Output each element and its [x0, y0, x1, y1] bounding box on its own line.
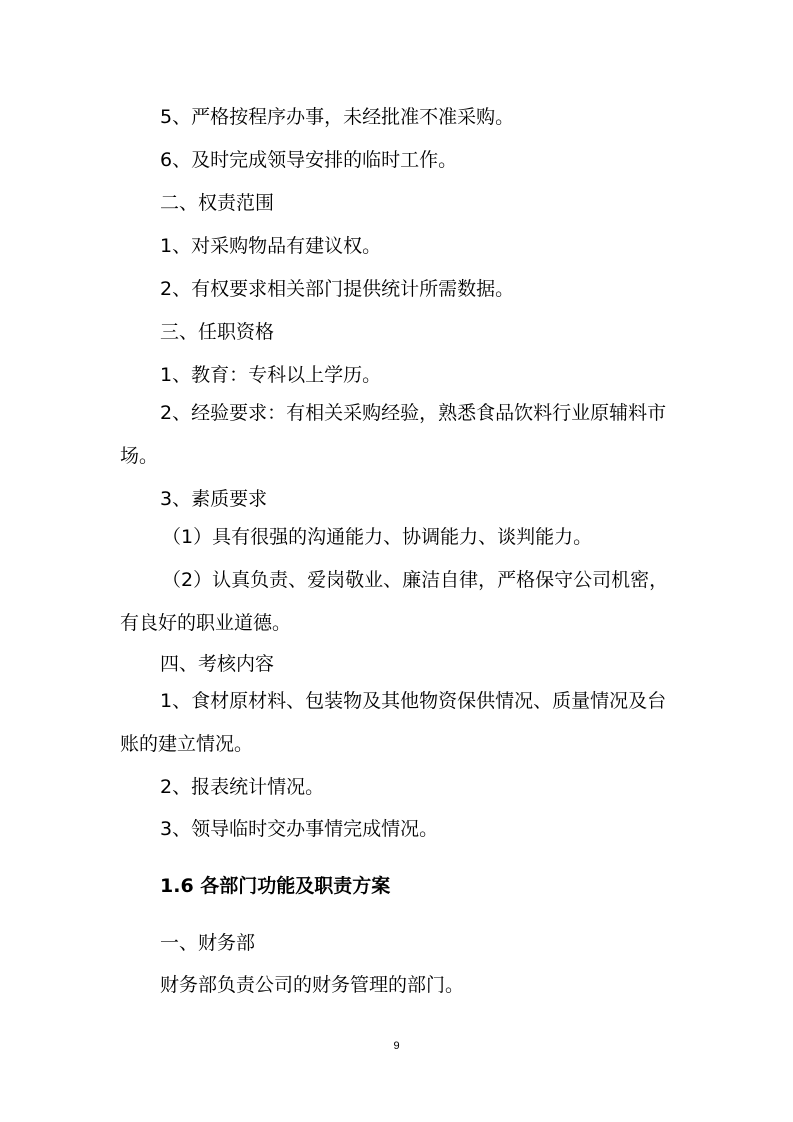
- paragraph: 2、有权要求相关部门提供统计所需数据。: [160, 278, 515, 300]
- paragraph: 3、素质要求: [160, 488, 268, 510]
- section-title: 四、考核内容: [160, 653, 275, 675]
- paragraph: （1）具有很强的沟通能力、协调能力、谈判能力。: [162, 526, 593, 548]
- paragraph: 2、经验要求：有相关采购经验，熟悉食品饮料行业原辅料市场。: [120, 402, 667, 467]
- paragraph: 1、食材原材料、包装物及其他物资保供情况、质量情况及台账的建立情况。: [120, 690, 667, 755]
- section-title: 二、权责范围: [160, 192, 275, 214]
- paragraph: （2）认真负责、爱岗敬业、廉洁自律，严格保守公司机密，有良好的职业道德。: [120, 569, 669, 634]
- section-title: 三、任职资格: [160, 321, 275, 343]
- paragraph: 2、报表统计情况。: [160, 776, 325, 798]
- paragraph: 财务部负责公司的财务管理的部门。: [160, 974, 465, 996]
- section-heading: 1.6 各部门功能及职责方案: [160, 875, 391, 897]
- paragraph: 3、领导临时交办事情完成情况。: [160, 818, 439, 840]
- paragraph: 1、教育：专科以上学历。: [160, 364, 382, 386]
- page-number: 9: [393, 1040, 400, 1052]
- paragraph: 6、及时完成领导安排的临时工作。: [160, 149, 458, 171]
- paragraph: 1、对采购物品有建议权。: [160, 235, 382, 257]
- paragraph: 5、严格按程序办事，未经批准不准采购。: [160, 106, 515, 128]
- section-title: 一、财务部: [160, 932, 256, 954]
